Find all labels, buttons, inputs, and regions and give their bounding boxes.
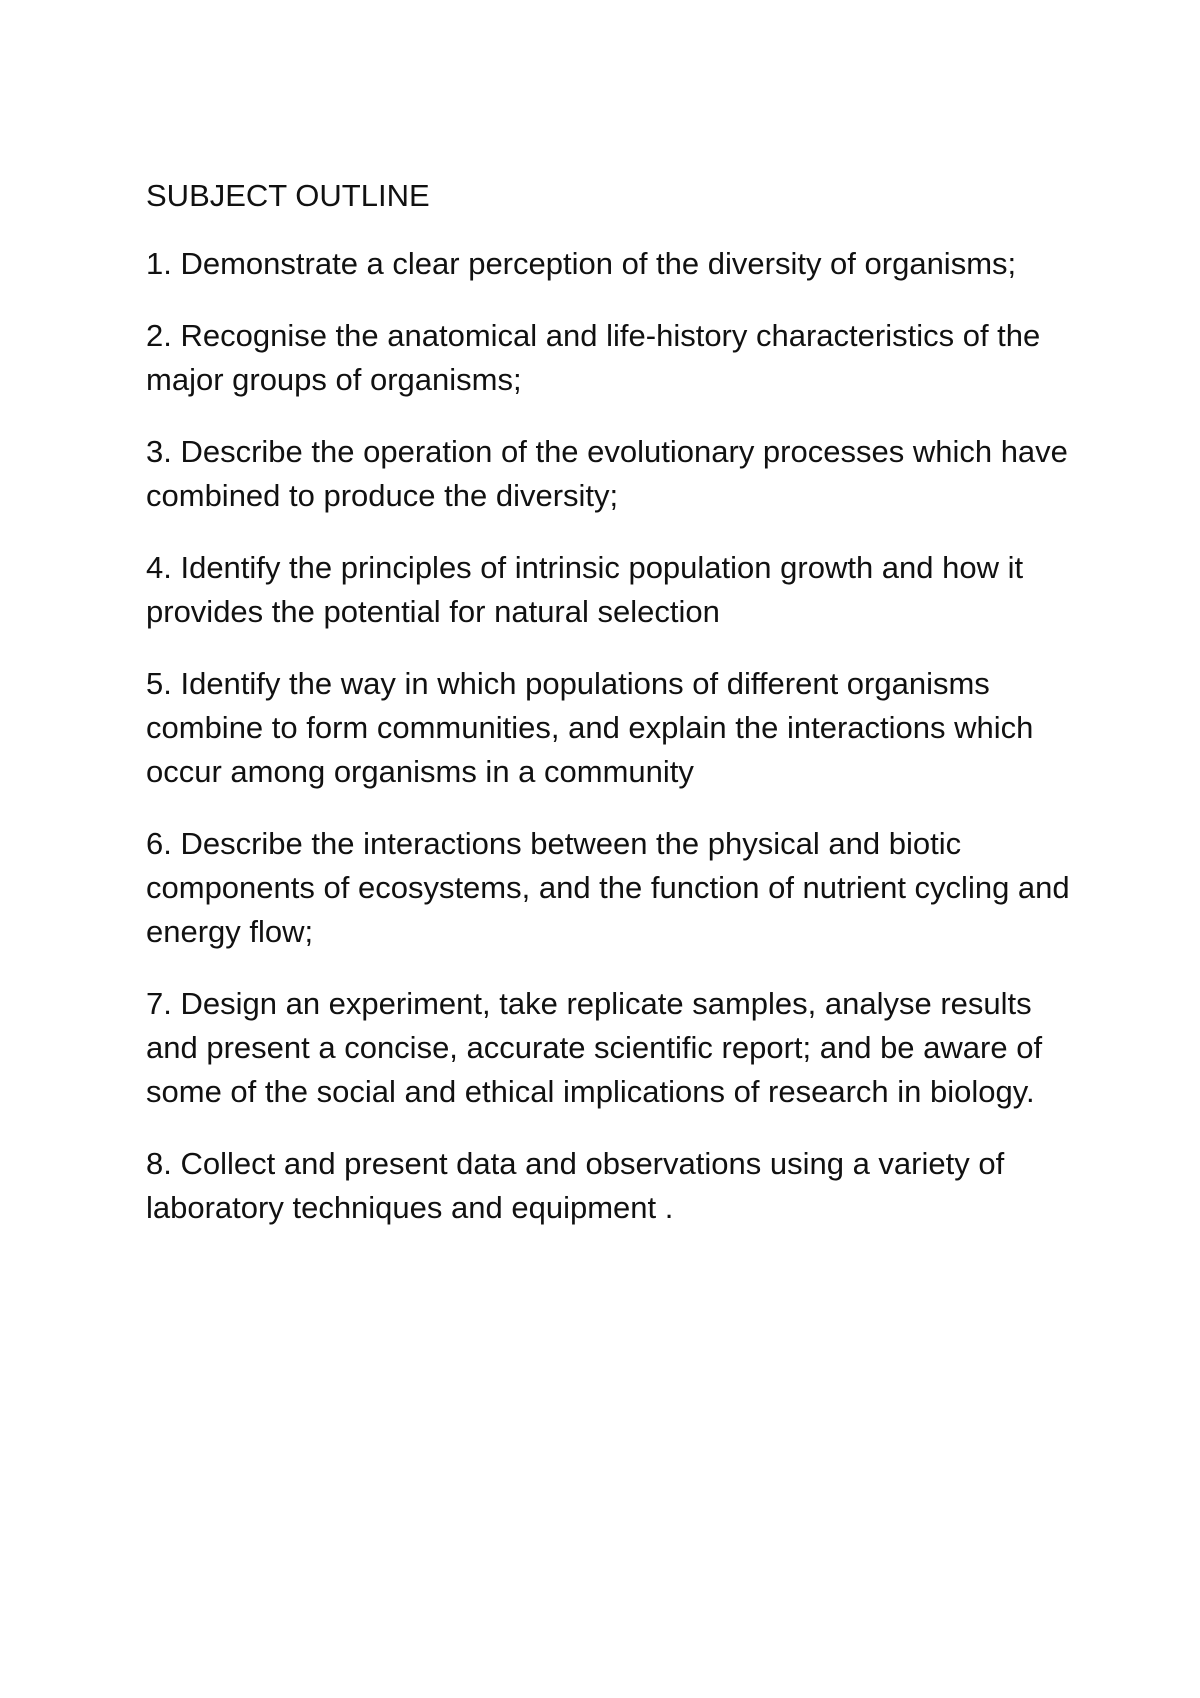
outline-item-5: 5. Identify the way in which populations of different organisms combine to form communities, and explain the interactions which occur among organisms in a community [146,666,1034,789]
outline-item-8: 8. Collect and present data and observations using a variety of laboratory techniques and equipment . [146,1146,1005,1225]
outline-item-3: 3. Describe the operation of the evolutionary processes which have combined to produce the diversity; [146,434,1068,513]
outline-item-7: 7. Design an experiment, take replicate samples, analyse results and present a concise, accurate scientific report; and be aware of some of the social and ethical implications of research in biology. [146,986,1043,1109]
outline-item-4: 4. Identify the principles of intrinsic population growth and how it provides the potential for natural selection [146,550,1024,629]
outline-item-6: 6. Describe the interactions between the physical and biotic components of ecosystems, and the function of nutrient cycling and energy flow; [146,826,1070,949]
outline-item-2: 2. Recognise the anatomical and life-history characteristics of the major groups of organisms; [146,318,1041,397]
outline-item-1: 1. Demonstrate a clear perception of the diversity of organisms; [146,246,1017,281]
document-body [146,174,1076,1258]
document-title: SUBJECT OUTLINE [146,178,430,213]
